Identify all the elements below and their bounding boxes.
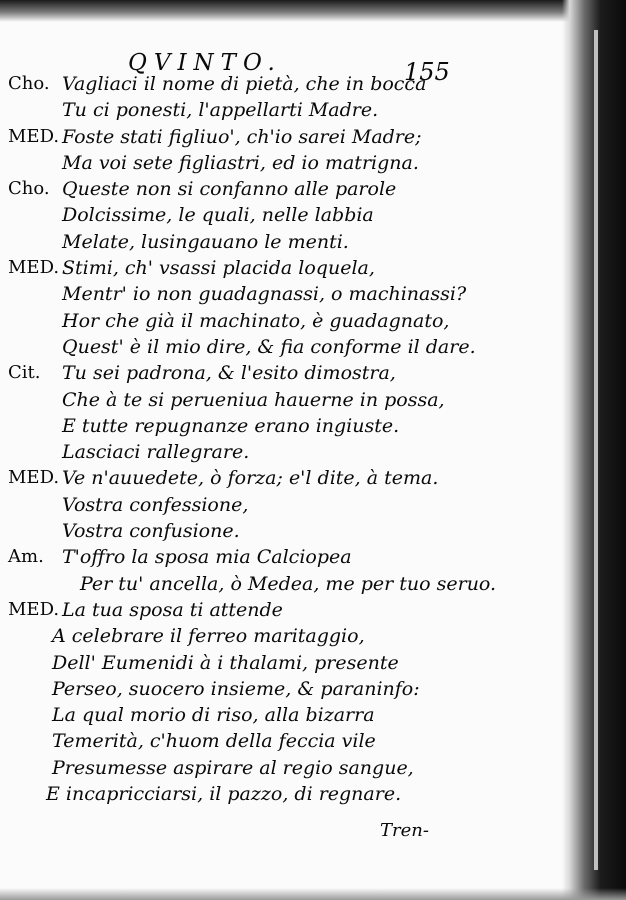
speaker-label: Cho. xyxy=(8,73,50,94)
verse-line xyxy=(0,781,560,807)
verse-text: Vostra confessione, xyxy=(62,493,249,516)
verse-line xyxy=(0,308,560,334)
verse-text: E tutte repugnanze erano ingiuste. xyxy=(62,414,400,437)
verse-line xyxy=(0,71,560,97)
verse-text: Queste non si confanno alle parole xyxy=(62,178,397,201)
verse-text: T'offro la sposa mia Calciopea xyxy=(62,546,352,569)
verse-line xyxy=(0,650,560,676)
verse-text: A celebrare il ferreo maritaggio, xyxy=(52,625,365,648)
verse-text: Foste stati figliuo', ch'io sarei Madre; xyxy=(62,125,422,148)
verse-text: La qual morio di riso, alla bizarra xyxy=(52,704,375,727)
verse-line xyxy=(0,97,560,123)
verse-text: Lasciaci rallegrare. xyxy=(62,441,250,464)
verse-text: Ma voi sete figliastri, ed io matrigna. xyxy=(62,151,419,174)
verse-line xyxy=(0,728,560,754)
verse-text: Stimi, ch' vsassi placida loquela, xyxy=(62,257,375,280)
page-edge-highlight xyxy=(594,30,598,870)
verse-text: Che à te si perueniua hauerne in possa, xyxy=(62,388,445,411)
verse-text: Perseo, suocero insieme, & paraninfo: xyxy=(52,677,420,700)
verse-text: Tu sei padrona, & l'esito dimostra, xyxy=(62,362,396,385)
verse-text: Per tu' ancella, ò Medea, me per tuo seruo. xyxy=(80,572,497,595)
verse-line xyxy=(0,676,560,702)
verse-text: Presumesse aspirare al regio sangue, xyxy=(52,756,414,779)
verse-block xyxy=(0,71,560,807)
verse-line xyxy=(0,334,560,360)
speaker-label: Cit. xyxy=(8,362,41,384)
verse-line xyxy=(0,544,560,570)
verse-text: E incapricciarsi, il pazzo, di regnare. xyxy=(46,783,402,806)
verse-text: Vostra confusione. xyxy=(62,520,240,543)
verse-line xyxy=(0,360,560,386)
verse-text: Mentr' io non guadagnassi, o machinassi? xyxy=(62,283,467,306)
running-title: QVINTO. xyxy=(128,50,282,76)
catchword: Tren- xyxy=(380,820,429,841)
scan-top-edge xyxy=(0,0,626,22)
verse-text: Melate, lusingauano le menti. xyxy=(62,230,349,253)
verse-line xyxy=(0,571,560,597)
verse-text: Dell' Eumenidi à i thalami, presente xyxy=(52,651,399,674)
verse-line xyxy=(0,702,560,728)
verse-line xyxy=(0,124,560,150)
verse-line xyxy=(0,623,560,649)
verse-line xyxy=(0,229,560,255)
verse-text: Tu ci ponesti, l'appellarti Madre. xyxy=(62,99,379,122)
verse-line xyxy=(0,465,560,491)
verse-line xyxy=(0,202,560,228)
verse-text: Quest' è il mio dire, & fia conforme il dare. xyxy=(62,335,476,358)
verse-line xyxy=(0,439,560,465)
speaker-label: MED. xyxy=(8,598,60,620)
scan-bottom-edge xyxy=(0,888,626,900)
verse-text: Ve n'auuedete, ò forza; e'l dite, à tema. xyxy=(62,467,439,490)
verse-text: Temerità, c'huom della feccia vile xyxy=(52,730,376,753)
verse-text: La tua sposa ti attende xyxy=(62,598,283,621)
speaker-label: Am. xyxy=(8,546,44,568)
verse-line xyxy=(0,755,560,781)
verse-text: Hor che già il machinato, è guadagnato, xyxy=(62,309,450,332)
verse-line xyxy=(0,150,560,176)
verse-text: Vagliaci il nome di pietà, che in bocca xyxy=(62,73,427,95)
verse-line xyxy=(0,597,560,623)
verse-line xyxy=(0,176,560,202)
verse-line xyxy=(0,281,560,307)
verse-line xyxy=(0,255,560,281)
speaker-label: MED. xyxy=(8,257,60,279)
verse-line xyxy=(0,492,560,518)
verse-line xyxy=(0,387,560,413)
speaker-label: MED. xyxy=(8,467,60,489)
verse-line xyxy=(0,413,560,439)
verse-text: Dolcissime, le quali, nelle labbia xyxy=(62,204,374,227)
speaker-label: MED. xyxy=(8,125,60,147)
page-number: 155 xyxy=(404,58,450,86)
verse-line xyxy=(0,518,560,544)
speaker-label: Cho. xyxy=(8,178,50,200)
